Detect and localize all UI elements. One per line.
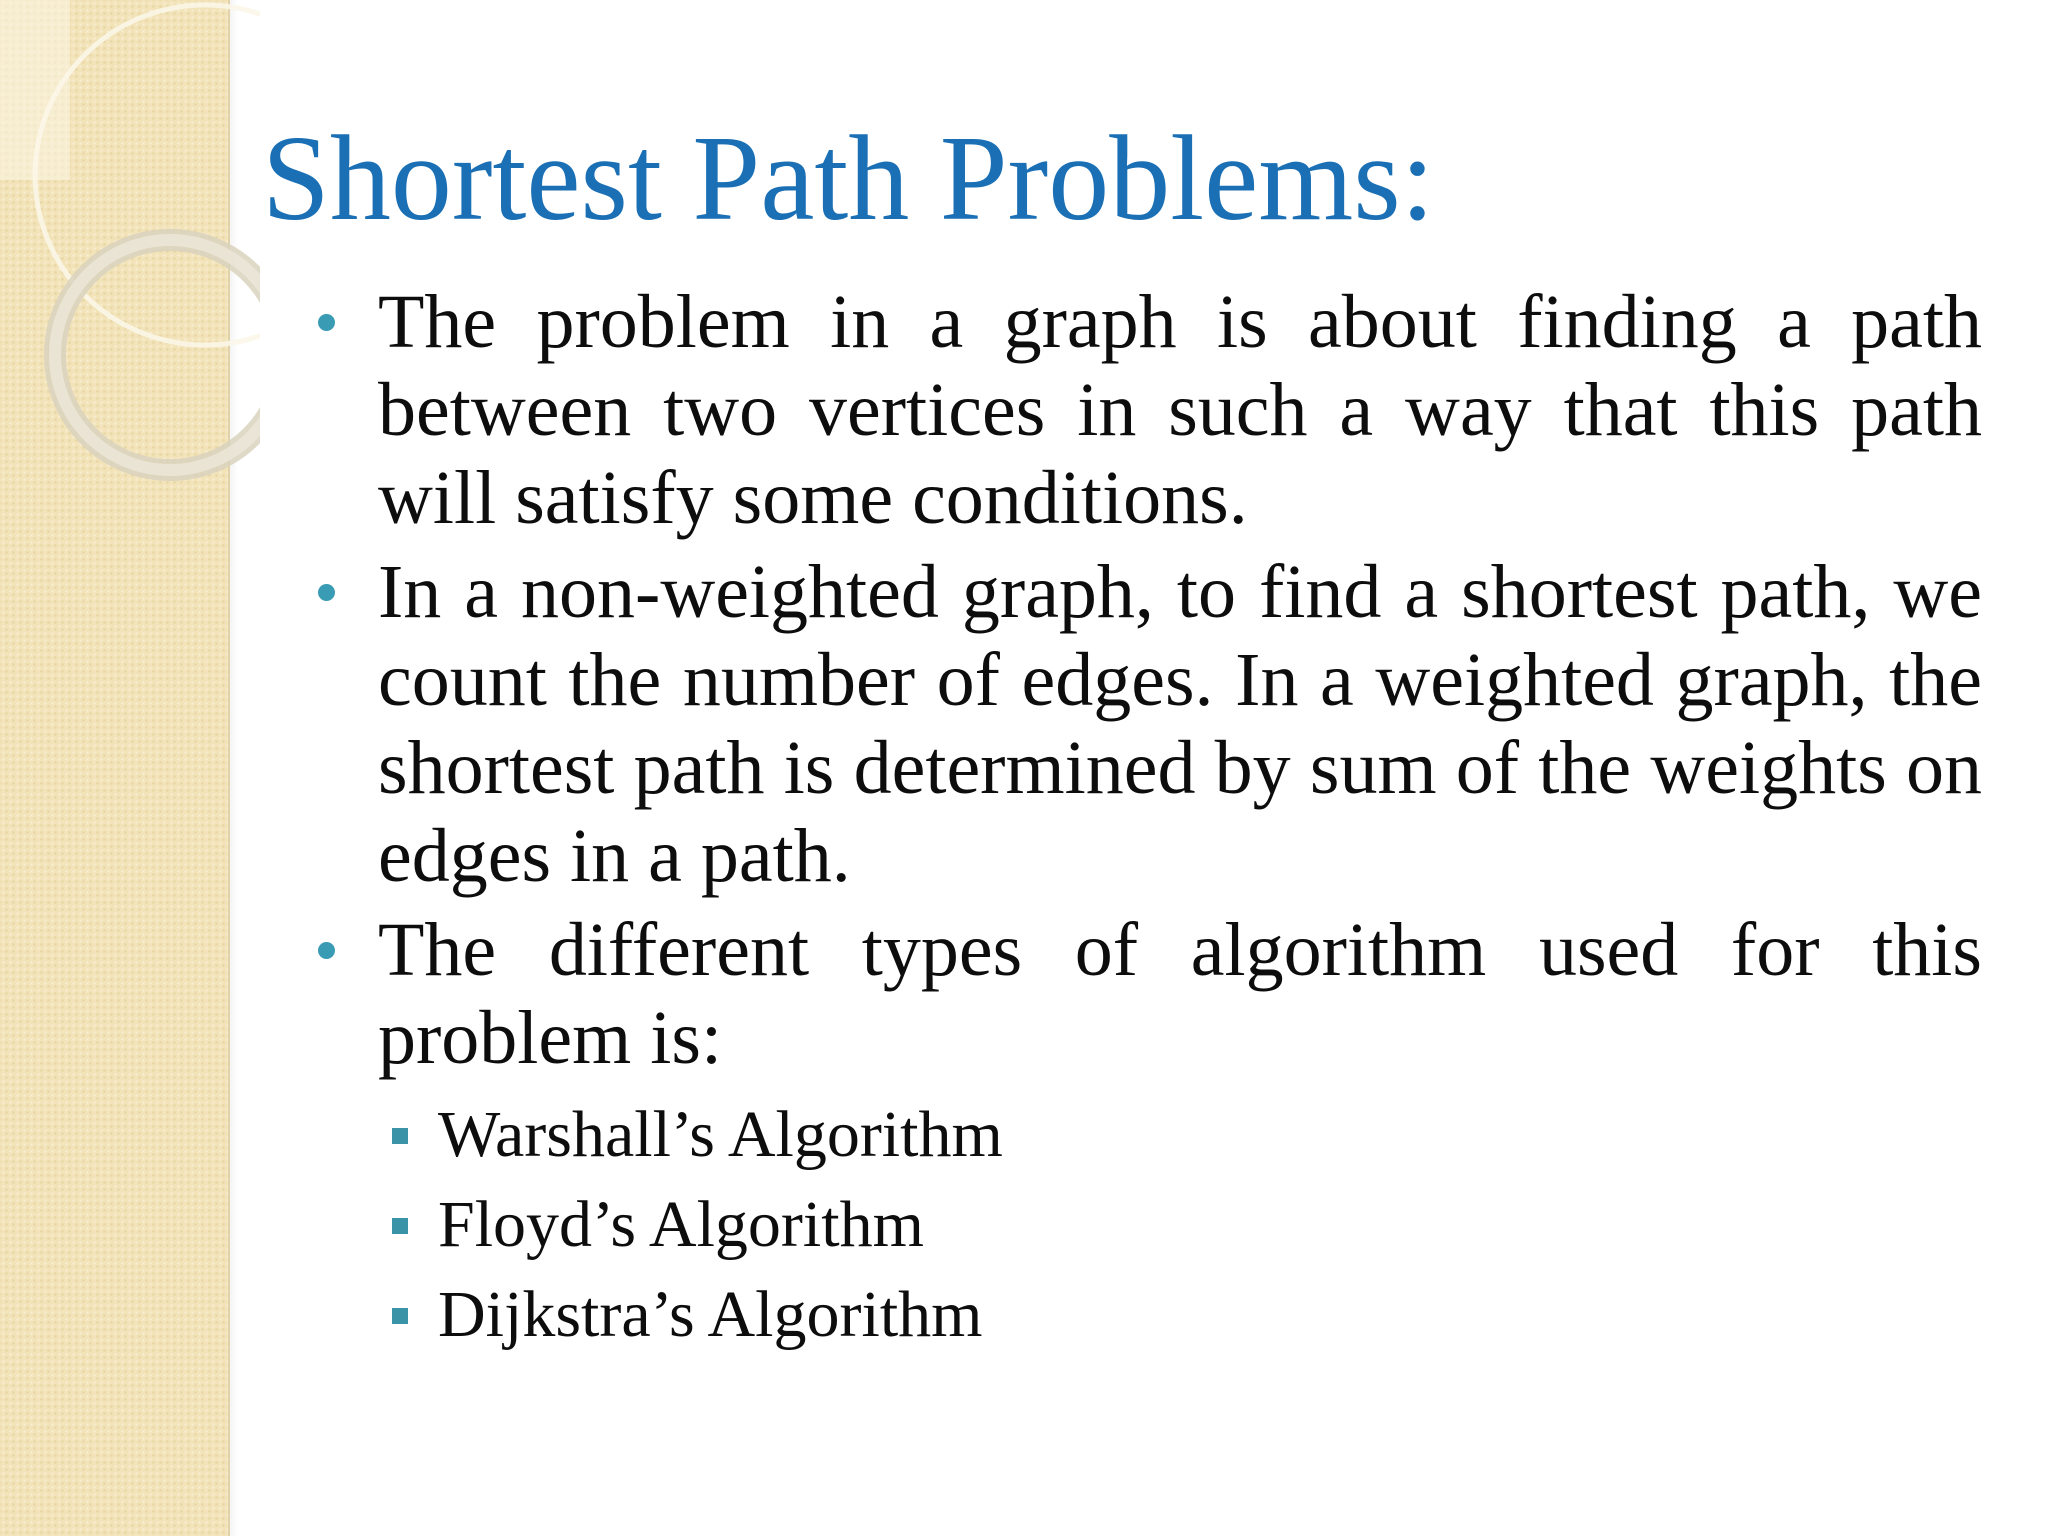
bullet-item-2 bbox=[306, 548, 1982, 900]
slide-title: Shortest Path Problems: bbox=[262, 111, 1435, 246]
sub-item-warshall bbox=[306, 1090, 1982, 1180]
decorative-rings bbox=[0, 0, 260, 520]
slide-content bbox=[306, 278, 1982, 1360]
bullet-item-1 bbox=[306, 278, 1982, 542]
sub-item-floyd bbox=[306, 1180, 1982, 1270]
bullet-list bbox=[306, 278, 1982, 1082]
bullet-item-3 bbox=[306, 906, 1982, 1082]
sub-item-text: Dijkstra’s Algorithm bbox=[438, 1278, 983, 1351]
round-bullet-icon bbox=[318, 942, 335, 959]
sub-item-dijkstra bbox=[306, 1270, 1982, 1360]
bullet-text: The problem in a graph is about finding a path between two vertices in such a way that this path will satisfy some conditions. bbox=[378, 280, 1982, 540]
sub-item-text: Warshall’s Algorithm bbox=[438, 1098, 1003, 1171]
bullet-text: The different types of algorithm used for this problem is: bbox=[378, 908, 1982, 1080]
square-bullet-icon bbox=[392, 1218, 408, 1234]
round-bullet-icon bbox=[318, 584, 335, 601]
round-bullet-icon bbox=[318, 314, 335, 331]
square-bullet-icon bbox=[392, 1308, 408, 1324]
square-bullet-icon bbox=[392, 1128, 408, 1144]
sub-item-text: Floyd’s Algorithm bbox=[438, 1188, 924, 1261]
algorithm-sub-list bbox=[306, 1090, 1982, 1360]
bullet-text: In a non-weighted graph, to find a shortest path, we count the number of edges. In a weighted graph, the shortest path is determined by sum of the weights on edges in a path. bbox=[378, 550, 1982, 898]
